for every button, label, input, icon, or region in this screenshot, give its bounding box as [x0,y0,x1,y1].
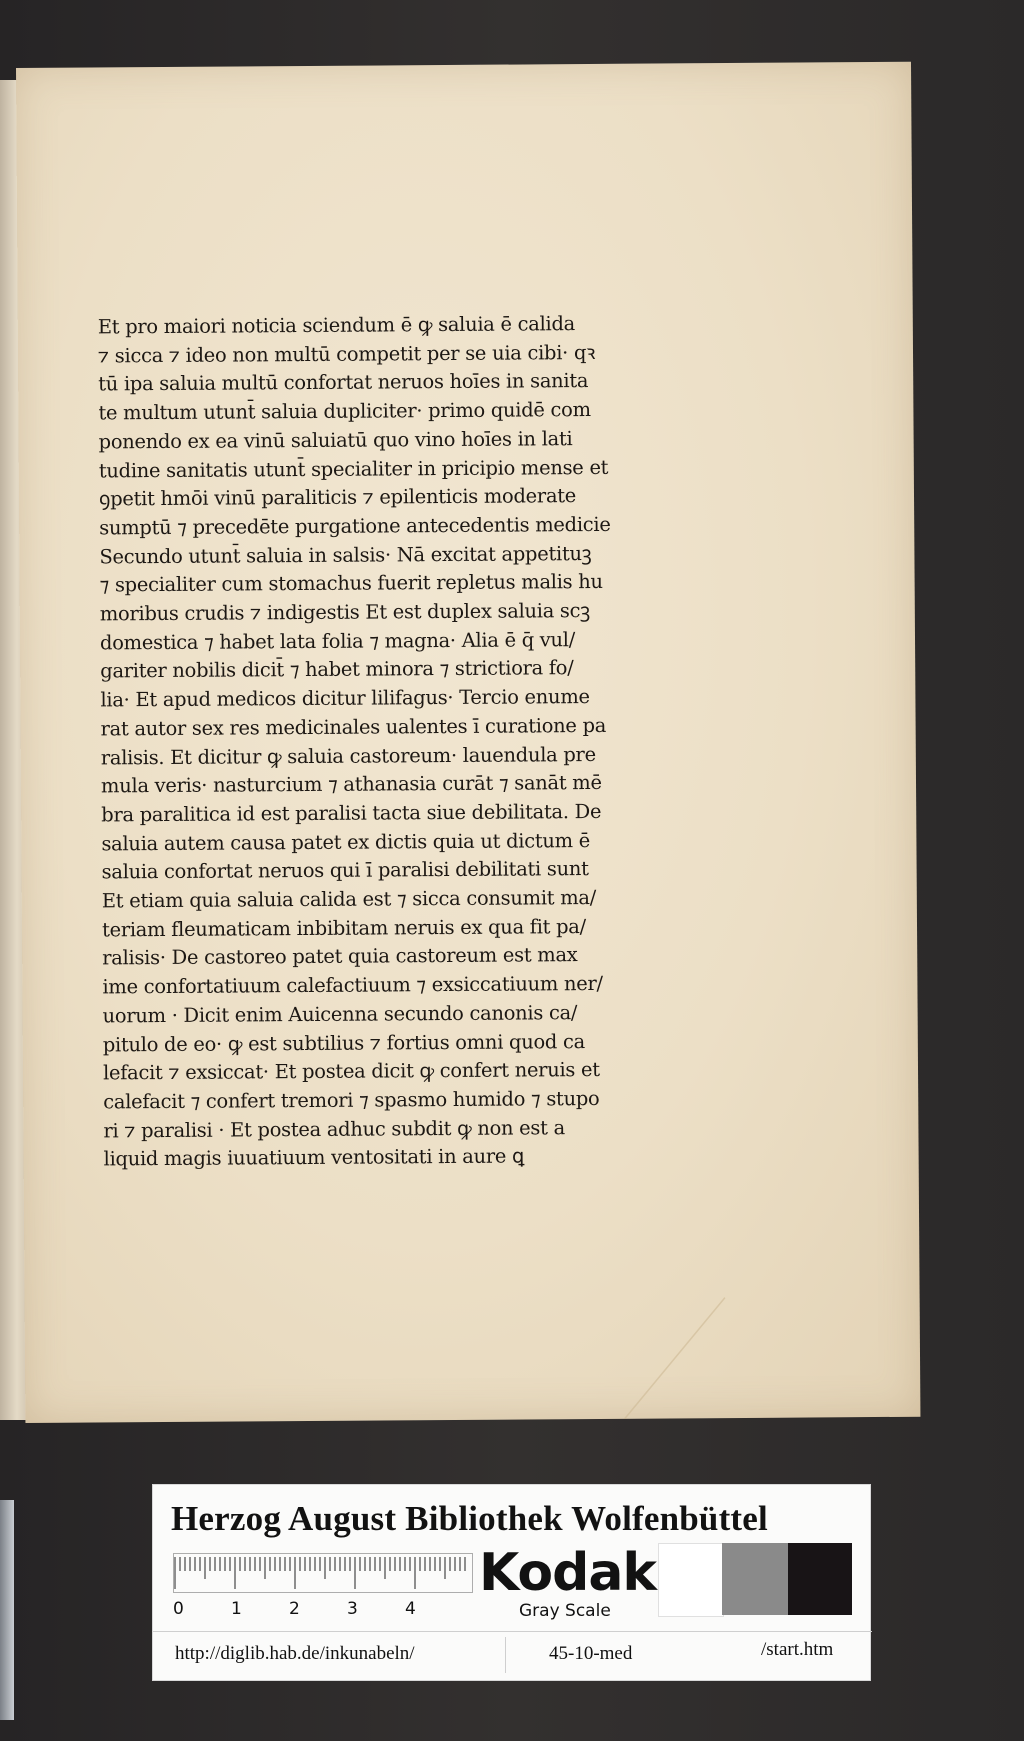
ruler-numbers [173,1599,473,1623]
text-line: saluia autem causa patet ex dictis quia ut dictum ē [101,828,591,856]
text-line: domestica ⁊ habet lata folia ⁊ magna· Alia ē q̄ vul/ [99,627,576,655]
text-line: ralisis· De castoreo patet quia castoreum est max [102,943,578,970]
text-line: uorum · Dicit enim Auicenna secundo canonis ca/ [102,1000,578,1028]
text-line: sumptū ⁊ precedēte purgatione antecedentis medicie [99,512,611,540]
swatch-black [788,1543,852,1615]
text-line: Secundo utunt̄ saluia in salsis· Nā excitat appetituꝫ [99,541,592,569]
page-corner-crease [624,1295,957,1418]
text-line: gariter nobilis dicit̄ ⁊ habet minora ⁊ strictiora fo/ [100,656,574,683]
text-line: ralisis. Et dicitur ꝙ saluia castoreum· lauendula pre [100,742,596,769]
scanner-edge-strip [0,1500,14,1720]
text-line: ꝯpetit hmōi vinū paraliticis ⁊ epilenticis moderate [98,484,577,511]
card-separator [505,1637,506,1673]
incunable-text-block [98,310,664,1175]
text-line: ime confortatiuum calefactiuum ⁊ exsiccatiuum ner/ [102,972,603,999]
text-line: ri ⁊ paralisi · Et postea adhuc subdit ꝙ non est a [103,1115,565,1143]
text-line: ⁊ sicca ⁊ ideo non multū competit per se uia cibi· qꝛ [97,340,596,368]
start-page-link[interactable]: /start.htm [761,1639,834,1660]
text-line: pitulo de eo· ꝙ est subtilius ⁊ fortius omni quod ca [102,1029,585,1056]
shelfmark-label: 45-10-med [549,1643,633,1664]
ruler-scale [173,1553,473,1593]
digital-library-link[interactable]: http://diglib.hab.de/inkunabeln/ [175,1643,415,1664]
text-line: tū ipa saluia multū confortat neruos hoīes in sanita [98,369,589,396]
text-line: mula veris· nasturcium ⁊ athanasia curāt ⁊ sanāt mē [100,771,602,798]
gray-scale-label: Gray Scale [519,1601,611,1621]
library-title: Herzog August Bibliothek Wolfenbüttel [171,1499,768,1538]
card-divider [153,1631,872,1632]
color-target-card [152,1484,871,1681]
text-line: liquid magis iuuatiuum ventositati in aure ꝗ [103,1144,525,1171]
swatch-white [658,1543,724,1617]
kodak-logo: Kodak [479,1543,656,1603]
text-line: rat autor sex res medicinales ualentes ī curatione pa [100,713,607,741]
ruler-number: 2 [289,1599,300,1619]
text-line: lia· Et apud medicos dicitur lilifagus· Tercio enume [100,685,590,712]
text-line: bra paralitica id est paralisi tacta siue debilitata. De [101,799,602,827]
ruler-number: 0 [173,1599,184,1619]
text-line: saluia confortat neruos qui ī paralisi debilitati sunt [101,857,589,884]
text-line: ⁊ specialiter cum stomachus fuerit repletus malis hu [99,570,603,597]
text-line: Et pro maiori noticia sciendum ē ꝙ saluia ē calida [97,312,576,339]
text-line: tudine sanitatis utunt̄ specialiter in pricipio mense et [98,455,609,482]
text-line: ponendo ex ea vinū saluiatū quo vino hoīes in lati [98,426,573,454]
ruler-number: 4 [405,1599,416,1619]
text-line: moribus crudis ⁊ indigestis Et est duplex saluia scꝫ [99,599,590,626]
text-line: teriam fleumaticam inbibitam neruis ex qua fit pa/ [101,914,586,942]
text-line: Et etiam quia saluia calida est ⁊ sicca consumit ma/ [101,886,597,913]
text-line: lefacit ⁊ exsiccat· Et postea dicit ꝙ confert neruis et [102,1058,600,1085]
swatch-gray [722,1543,788,1615]
manuscript-page [16,62,920,1423]
text-line: calefacit ⁊ confert tremori ⁊ spasmo humido ⁊ stupo [103,1086,600,1114]
text-line: te multum utunt̄ saluia dupliciter· primo quidē com [98,398,591,425]
ruler-number: 1 [231,1599,242,1619]
ruler-number: 3 [347,1599,358,1619]
